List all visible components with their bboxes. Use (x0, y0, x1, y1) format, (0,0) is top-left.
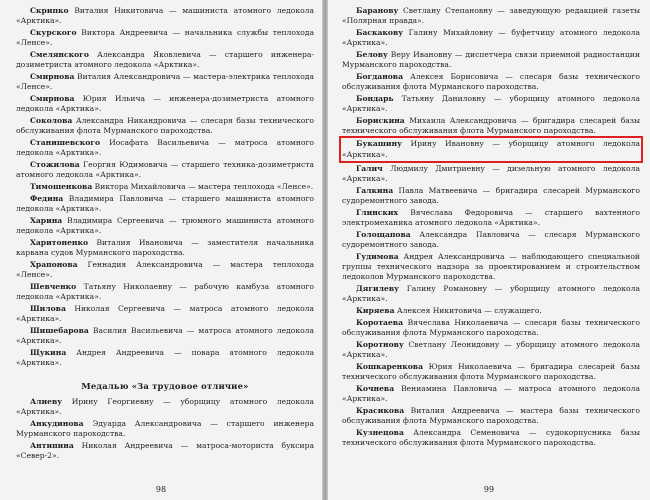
entry-surname: Красикова (356, 405, 405, 415)
entry-text: Юрия Ильича — инженера-дозиметриста атомного ледокола «Арктика». (16, 94, 315, 114)
entry-text: Веру Ивановну — диспетчера связи приемной радиостанции Мурманского пароходства. (342, 50, 641, 70)
entry-surname: Шевченко (30, 281, 77, 291)
award-entry (16, 282, 314, 302)
award-entry (16, 419, 314, 439)
entry-text: Геннадия Александровича — мастера теплохода «Ленсе». (16, 259, 314, 279)
entry-surname: Дягилеву (356, 284, 399, 294)
award-entry (342, 362, 640, 382)
entry-surname: Харитоненко (30, 237, 89, 247)
award-entry (342, 230, 640, 250)
entry-surname: Баранову (356, 6, 399, 15)
award-entry (16, 28, 314, 48)
right-page (328, 0, 650, 500)
entry-surname: Тимошенкова (30, 182, 93, 191)
award-entry (16, 397, 314, 417)
award-entry (342, 94, 640, 114)
entry-text: Иосафата Васильевича — матроса атомного ледокола «Арктика». (16, 138, 314, 158)
award-entry (342, 28, 640, 48)
entry-text: Ирину Георгиевну — уборщицу атомного ледокола «Арктика». (16, 397, 314, 417)
award-entry (16, 326, 314, 346)
entry-text: Эдуарда Александровича — старшего инженера Мурманского пароходства. (16, 419, 314, 439)
entry-text: Андрея Александровича — наблюдающего специальной группы технического надзора за проектированием и строительством ледоколов Мурманского пароходства. (342, 251, 640, 282)
entry-surname: Соколова (30, 116, 73, 125)
entry-text: Виталия Андреевича — мастера базы технического обслуживания флота Мурманского пароходства. (342, 405, 640, 426)
entry-text: Людмилу Дмитриевну — дизельную атомного ледокола «Арктика». (342, 163, 640, 184)
entry-text: Юрия Николаевича — бригадира слесарей базы технического обслуживания флота Мурманского пароходства. (342, 361, 640, 382)
award-entry (16, 441, 314, 461)
entry-surname: Скурского (30, 28, 77, 37)
entry-surname: Станишевского (30, 138, 101, 147)
entry-text: Алексея Борисовича — слесаря базы технического обслуживания флота Мурманского пароходства. (342, 72, 640, 92)
award-list (16, 6, 314, 368)
award-entry (342, 72, 640, 92)
entry-surname: Харина (30, 215, 63, 225)
entry-surname: Бондарь (356, 94, 394, 103)
award-entry (342, 252, 640, 283)
entry-text: Татьяну Даниловну — уборщицу атомного ледокола «Арктика». (342, 94, 640, 114)
entry-surname: Галич (356, 163, 383, 173)
entry-text: Татьяну Николаевну — рабочую камбуза атомного ледокола «Арктика». (16, 281, 314, 301)
entry-surname: Букашину (356, 139, 402, 149)
entry-text: Георгия Юдимовича — старшего техника-дозиметриста атомного ледокола «Арктика». (16, 160, 314, 180)
entry-surname: Коротаева (356, 317, 404, 327)
entry-text: Ирину Ивановну — уборщицу атомного ледокола «Арктика». (342, 139, 641, 159)
award-entry (342, 406, 640, 426)
entry-surname: Гудимова (356, 251, 399, 261)
page-number: 99 (483, 485, 495, 494)
entry-surname: Шилова (30, 303, 66, 313)
entry-surname: Белову (356, 50, 388, 59)
entry-surname: Глинских (356, 207, 399, 217)
entry-text: Владимира Павловича — старшего машиниста атомного ледокола «Арктика». (16, 193, 314, 213)
entry-text: Виталия Ивановича — заместителя начальника карвана судов Мурманского пароходства. (16, 237, 314, 257)
entry-surname: Шишебарова (30, 325, 89, 335)
award-entry (16, 194, 314, 214)
award-entry (16, 260, 314, 280)
left-page (0, 0, 322, 500)
entry-surname: Смелянского (30, 50, 89, 59)
award-entry (342, 384, 640, 404)
entry-text: Николая Андреевича — матроса-моториста буксира «Север-2». (16, 441, 315, 461)
award-entry (16, 182, 314, 192)
award-entry (16, 138, 314, 158)
entry-surname: Киряева (356, 306, 395, 316)
highlighted-entry (342, 139, 640, 159)
entry-text: Виктора Михайловича — мастера теплохода «Ленсе». (94, 182, 314, 191)
page-number: 98 (155, 485, 167, 494)
award-entry (16, 116, 314, 136)
award-entry (342, 116, 640, 136)
entry-text: Виктора Андреевича — начальника службы теплохода «Ленсе». (16, 28, 314, 48)
award-entry (342, 340, 640, 360)
entry-text: Михаила Александровича — бригадира слесарей базы технического обслуживания флота Мурманского пароходства. (342, 116, 640, 136)
entry-text: Александра Яковлевича — старшего инженера-дозиметриста атомного ледокола «Арктика». (16, 50, 314, 70)
award-entry (342, 284, 640, 304)
entry-text: Галину Романовну — уборщицу атомного ледокола «Арктика». (342, 284, 640, 304)
award-entry (16, 160, 314, 180)
award-entry (16, 348, 314, 368)
entry-text: Александра Семеновича — судокорпусника базы технического обслуживания флота Мурманского пароходства. (342, 427, 640, 448)
entry-surname: Баскакову (356, 28, 404, 37)
entry-surname: Богданова (356, 72, 404, 81)
section-title: Медалью «За трудовое отличие» (81, 381, 249, 392)
entry-text: Виталия Никитовича — машиниста атомного ледокола «Арктика». (16, 6, 315, 26)
entry-text: Светлану Степановну — заведующую редакцией газеты «Полярная правда». (342, 6, 640, 26)
entry-surname: Антипина (30, 441, 74, 451)
entry-surname: Алиеву (30, 397, 63, 407)
award-entry (16, 50, 314, 70)
entry-text: Виталия Александровича — мастера-электрика теплохода «Ленсе». (16, 72, 314, 92)
entry-surname: Скрипко (30, 6, 69, 15)
entry-surname: Кочнева (356, 383, 395, 393)
award-entry (342, 164, 640, 184)
entry-text: Василия Васильевича — матроса атомного ледокола «Арктика». (16, 325, 314, 345)
entry-text: Николая Сергеевича — матроса атомного ледокола «Арктика». (16, 303, 314, 323)
entry-text: Павла Матвеевича — бригадира слесарей Мурманского судоремонтного завода. (342, 185, 640, 206)
award-entry (16, 72, 314, 92)
entry-text: Вячеслава Николаевича — слесаря базы технического обслуживания флота Мурманского пароходства. (342, 317, 640, 338)
entry-surname: Кузнецова (356, 427, 404, 437)
medal-award-list (16, 397, 314, 461)
entry-surname: Анкудинова (30, 419, 84, 429)
award-entry (342, 6, 640, 26)
entry-surname: Кошкаренкова (356, 361, 423, 371)
award-list (342, 6, 640, 136)
award-entry (16, 304, 314, 324)
entry-surname: Смирнова (30, 72, 75, 81)
entry-text: Вячеслава Федоровича — старшего вахтенного электромеханика атомного ледокола «Арктика». (342, 207, 641, 228)
award-entry (342, 318, 640, 338)
award-entry (16, 216, 314, 236)
award-entry (342, 50, 640, 70)
entry-text: Вениамина Павловича — матроса атомного ледокола «Арктика». (342, 383, 640, 404)
entry-surname: Стожилова (30, 160, 80, 169)
entry-surname: Голощапова (356, 229, 411, 239)
entry-surname: Галкина (356, 185, 394, 195)
award-entry (342, 306, 640, 316)
award-entry (342, 186, 640, 206)
award-entry (16, 6, 314, 26)
award-entry (16, 94, 314, 114)
entry-surname: Храпонова (30, 259, 78, 269)
entry-text: Галину Михайловну — буфетчицу атомного ледокола «Арктика». (342, 28, 640, 48)
entry-surname: Борискина (356, 116, 405, 125)
entry-text: Андрея Андреевича — повара атомного ледокола «Арктика». (16, 347, 314, 367)
entry-surname: Смирнова (30, 94, 75, 103)
award-list (342, 164, 640, 448)
entry-text: Александра Никандровича — слесаря базы технического обслуживания флота Мурманского пароходства. (16, 116, 314, 136)
award-entry (342, 428, 640, 448)
entry-text: Светлану Леонидовну — уборщицу атомного ледокола «Арктика». (342, 339, 640, 360)
entry-surname: Коротнову (356, 339, 404, 349)
entry-surname: Щукина (30, 347, 67, 357)
award-entry (342, 208, 640, 228)
entry-text: Алексея Никитовича — служащего. (396, 306, 542, 316)
entry-text: Александра Павловича — слесаря Мурманского судоремонтного завода. (342, 229, 640, 250)
award-entry (16, 238, 314, 258)
entry-text: Владимира Сергеевича — трюмного машиниста атомного ледокола «Арктика». (16, 215, 314, 235)
entry-surname: Федина (30, 193, 64, 203)
